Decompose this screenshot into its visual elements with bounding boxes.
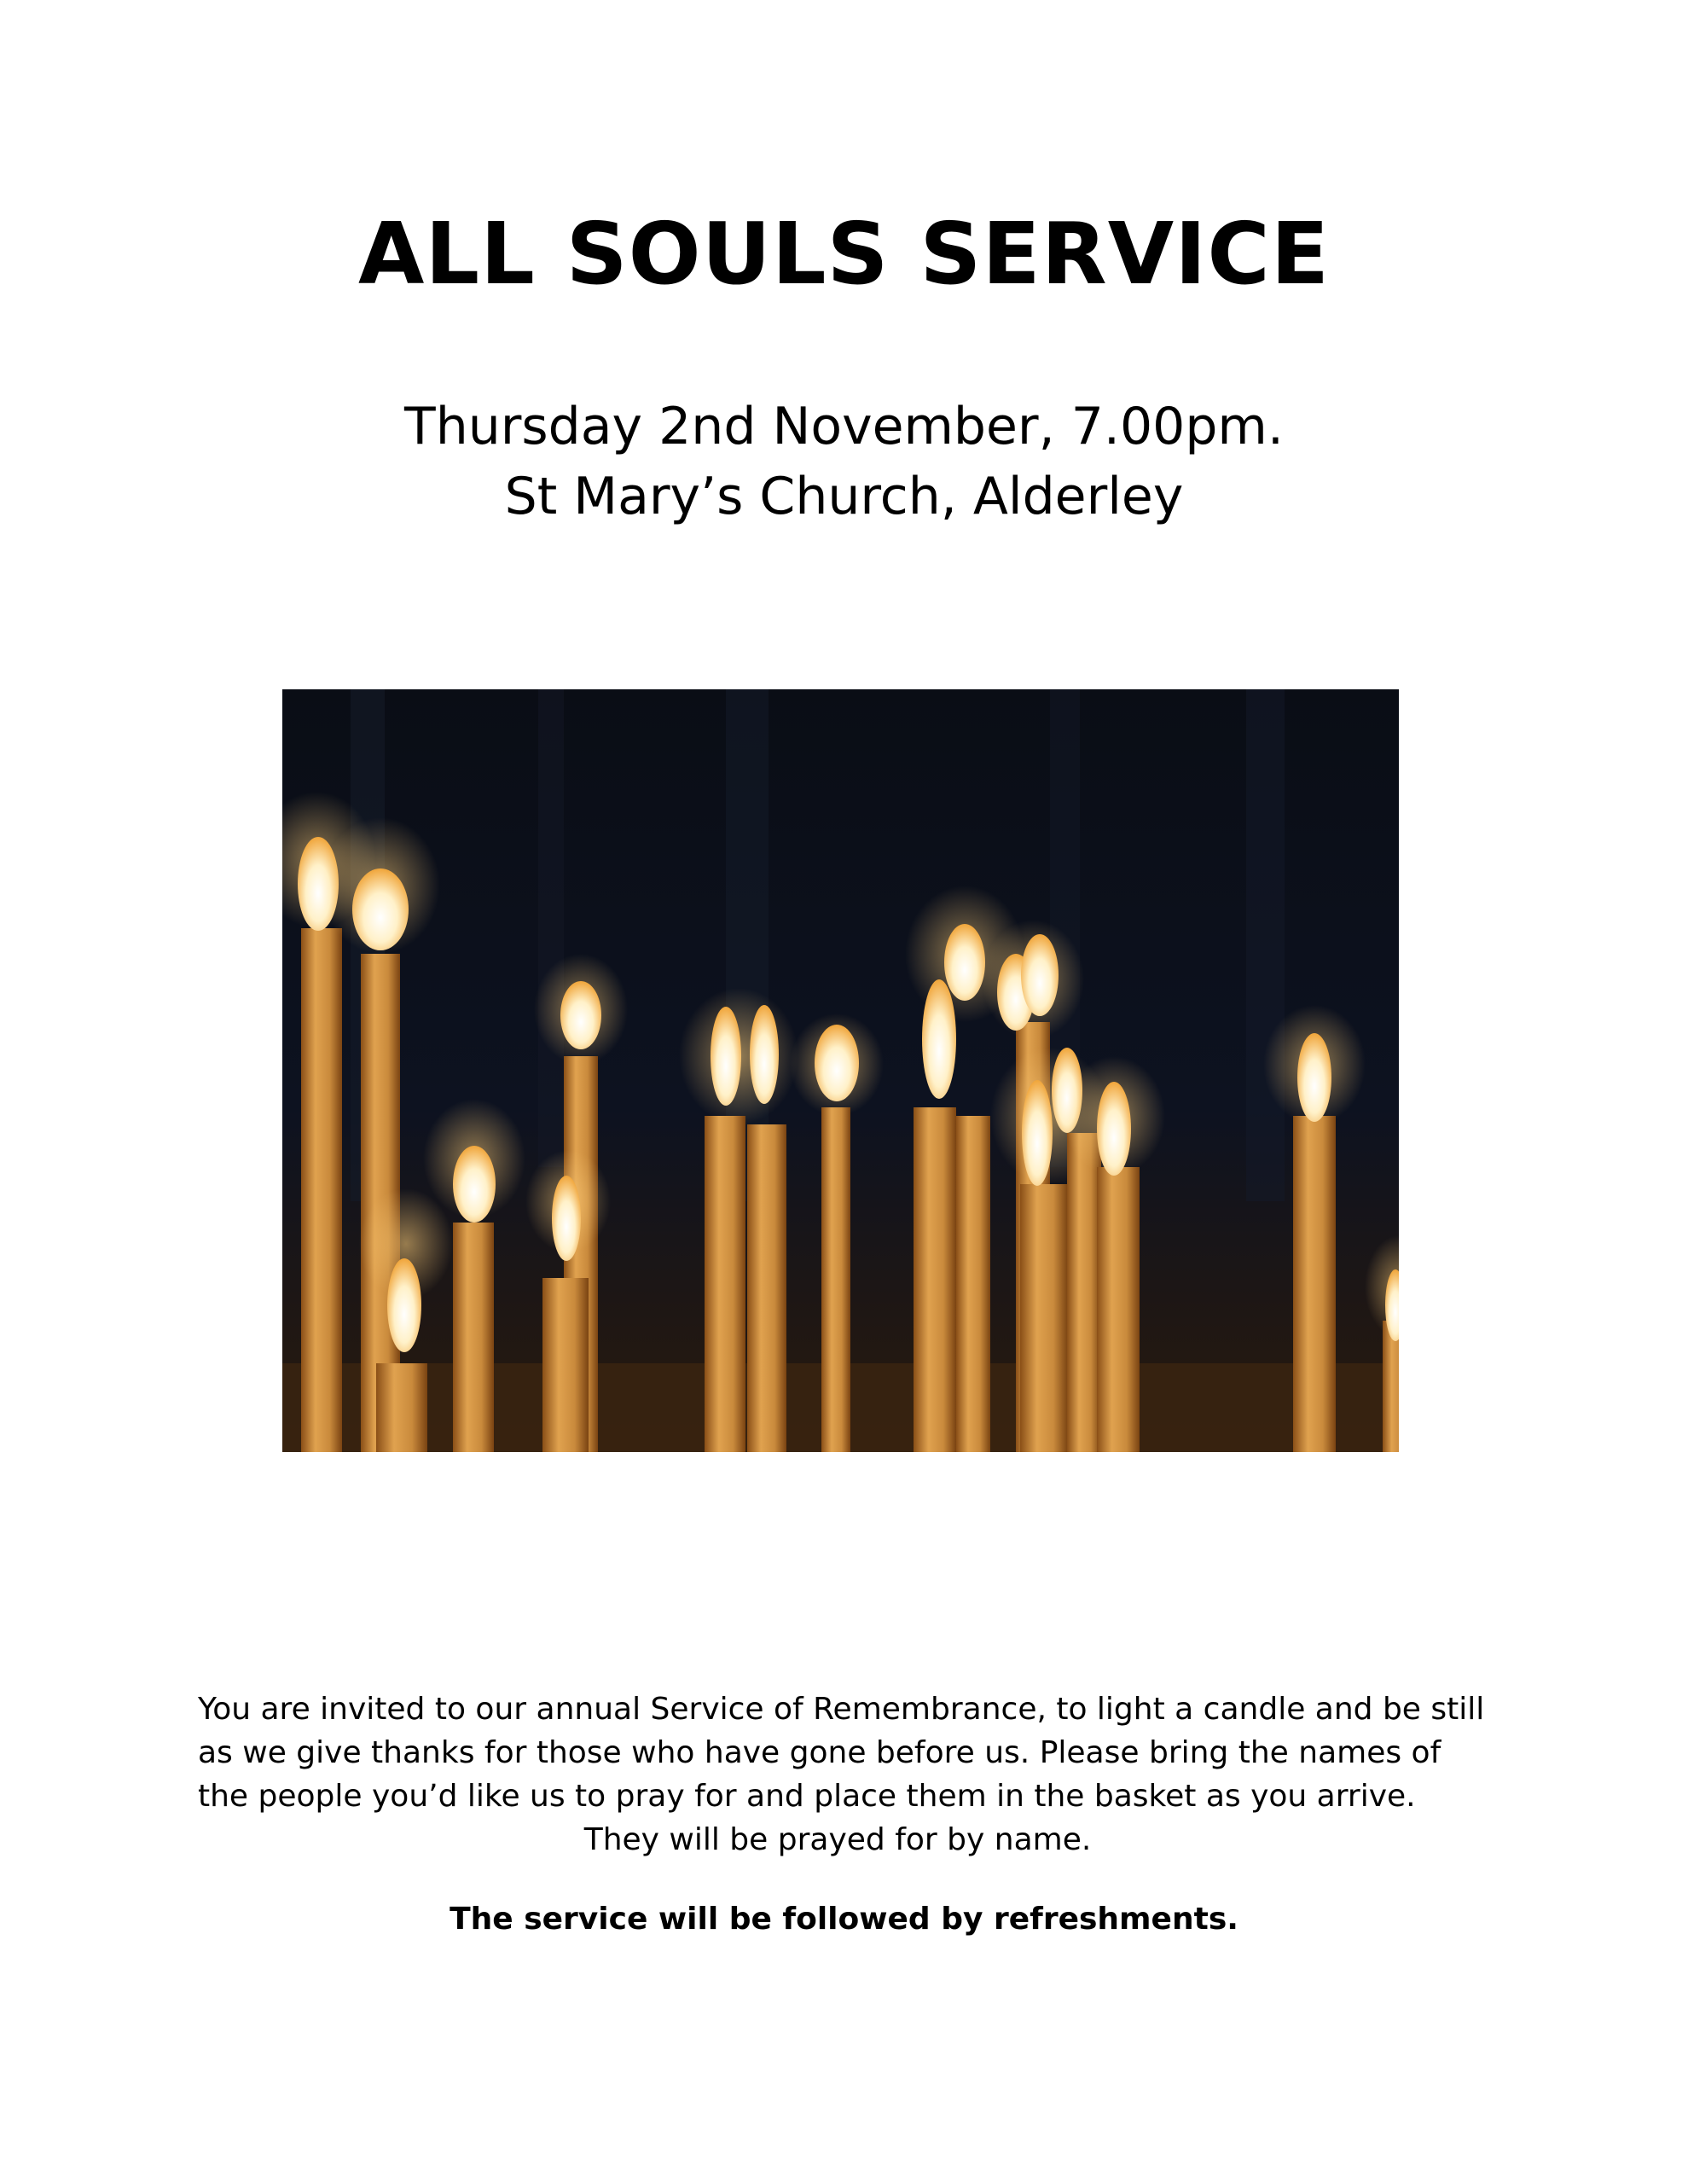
- service-date-time: Thursday 2nd November, 7.00pm.: [404, 397, 1284, 456]
- refreshments-note: The service will be followed by refreshments.: [450, 1902, 1238, 1937]
- invitation-line: as we give thanks for those who have gone before us. Please bring the names of: [198, 1735, 1441, 1770]
- flyer-title: ALL SOULS SERVICE: [357, 204, 1331, 304]
- invitation-text: [198, 1687, 1528, 1862]
- candles-photo: [282, 689, 1399, 1452]
- invitation-line: You are invited to our annual Service of Remembrance, to light a candle and be still: [198, 1692, 1485, 1727]
- invitation-line: They will be prayed for by name.: [583, 1822, 1092, 1857]
- candles-illustration: [282, 689, 1399, 1452]
- invitation-line: the people you’d like us to pray for and place them in the basket as you arrive.: [198, 1779, 1416, 1814]
- service-venue: St Mary’s Church, Alderley: [504, 467, 1184, 526]
